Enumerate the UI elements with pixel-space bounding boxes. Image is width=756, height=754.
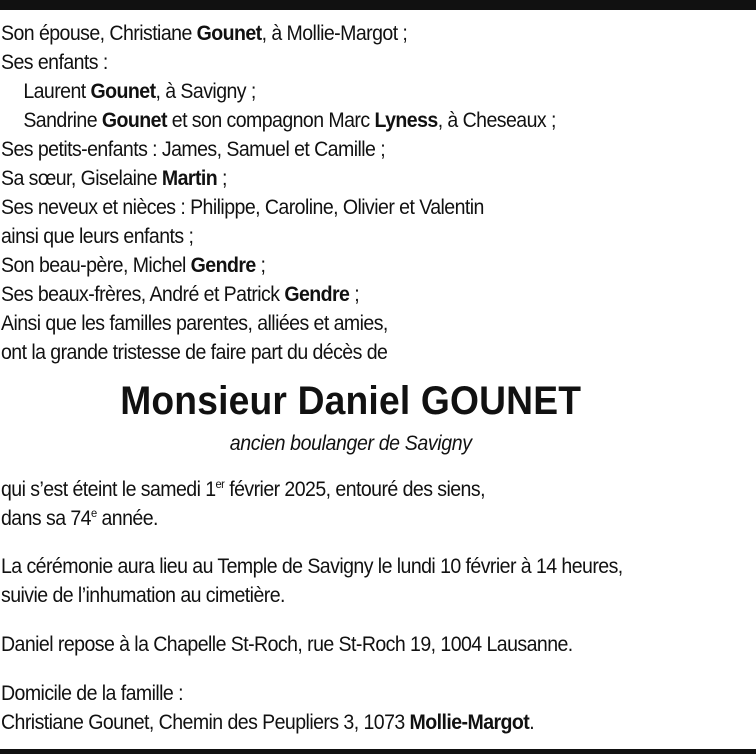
children-heading: Ses enfants : <box>1 51 108 74</box>
child-first-name: Laurent <box>23 80 91 103</box>
burial-line: suivie de l’inhumation au cimetière. <box>1 584 285 607</box>
ceremony-line: La cérémonie aura lieu au Temple de Savigny le lundi 10 février à 14 heures, <box>1 555 623 578</box>
spouse-line <box>1 19 700 48</box>
sister-line <box>1 164 700 193</box>
grandchildren-line: Ses petits-enfants : James, Samuel et Camille ; <box>1 138 386 161</box>
top-rule <box>0 0 756 10</box>
spouse-place: , à Mollie-Margot ; <box>261 22 408 45</box>
announcement-line: ont la grande tristesse de faire part du décès de <box>1 341 388 364</box>
brothers-in-law-end: ; <box>349 283 360 306</box>
domicile-paragraph <box>1 679 700 737</box>
brothers-in-law-text: Ses beaux-frères, André et Patrick <box>1 283 285 306</box>
sister-text: Sa sœur, Giselaine <box>1 167 162 190</box>
address-town: Mollie-Margot <box>409 711 530 734</box>
partner-surname: Lyness <box>374 109 438 132</box>
death-date-line <box>1 475 700 504</box>
death-date: février 2025, entouré des siens, <box>224 478 485 501</box>
sister-surname: Martin <box>161 167 218 190</box>
child-place: , à Savigny ; <box>155 80 256 103</box>
domicile-address <box>1 708 700 737</box>
child-place: , à Cheseaux ; <box>437 109 556 132</box>
age-end: année. <box>96 507 158 530</box>
address-end: . <box>529 711 535 734</box>
father-in-law-end: ; <box>255 254 266 277</box>
partner-text: et son compagnon Marc <box>166 109 375 132</box>
obituary-notice <box>1 19 700 737</box>
father-in-law-text: Son beau-père, Michel <box>1 254 191 277</box>
age-text: dans sa 74 <box>1 507 91 530</box>
address-text: Christiane Gounet, Chemin des Peupliers 3, 1073 <box>1 711 410 734</box>
child-line-laurent <box>1 77 700 106</box>
deceased-name: Monsieur Daniel GOUNET <box>120 379 582 423</box>
father-in-law-line <box>1 251 700 280</box>
deceased-occupation: ancien boulanger de Savigny <box>229 432 472 455</box>
sister-end: ; <box>217 167 227 190</box>
bottom-rule <box>0 749 756 754</box>
nephews-line: Ses neveux et nièces : Philippe, Caroline, Olivier et Valentin <box>1 196 484 219</box>
spouse-surname: Gounet <box>196 22 262 45</box>
ordinal-suffix: e <box>90 506 97 520</box>
father-in-law-surname: Gendre <box>190 254 256 277</box>
ordinal-suffix: er <box>215 477 225 491</box>
rest-location: Daniel repose à la Chapelle St-Roch, rue St-Roch 19, 1004 Lausanne. <box>1 633 573 656</box>
child-surname: Gounet <box>90 80 156 103</box>
brothers-in-law-surname: Gendre <box>284 283 350 306</box>
ceremony-paragraph <box>1 552 700 610</box>
age-line <box>1 504 700 533</box>
child-line-sandrine <box>1 106 700 135</box>
death-text: qui s’est éteint le samedi 1 <box>1 478 216 501</box>
nephews-children-line: ainsi que leurs enfants ; <box>1 225 194 248</box>
spouse-text: Son épouse, Christiane <box>1 22 197 45</box>
domicile-heading: Domicile de la famille : <box>1 682 183 705</box>
brothers-in-law-line <box>1 280 700 309</box>
child-first-name: Sandrine <box>23 109 102 132</box>
families-line: Ainsi que les familles parentes, alliées et amies, <box>1 312 388 335</box>
child-surname: Gounet <box>101 109 167 132</box>
